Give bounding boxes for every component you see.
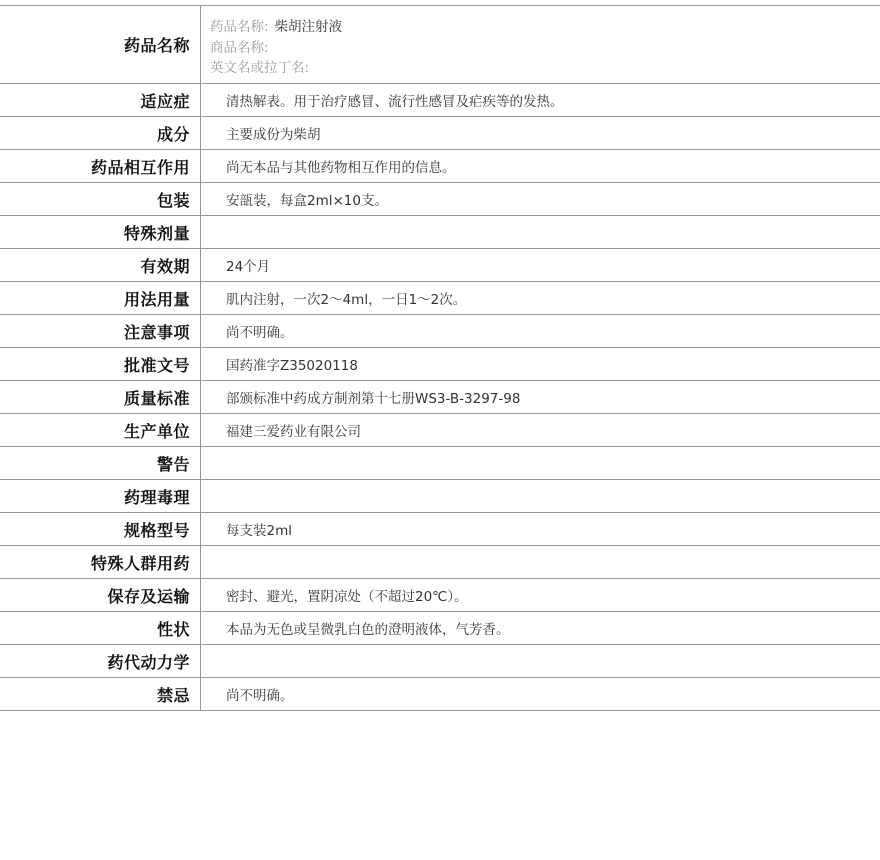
row-label: 禁忌 bbox=[0, 678, 201, 710]
row-label: 规格型号 bbox=[0, 513, 201, 545]
table-row bbox=[0, 678, 880, 711]
row-label: 包装 bbox=[0, 183, 201, 215]
row-value bbox=[201, 645, 880, 677]
table-row bbox=[0, 84, 880, 117]
row-value: 密封、避光，置阴凉处（不超过20℃）。 bbox=[226, 589, 468, 605]
row-value: 国药准字Z35020118 bbox=[226, 358, 358, 374]
row-value: 清热解表。用于治疗感冒、流行性感冒及疟疾等的发热。 bbox=[226, 94, 564, 110]
row-label: 用法用量 bbox=[0, 282, 201, 314]
row-label: 有效期 bbox=[0, 249, 201, 281]
table-row bbox=[0, 282, 880, 315]
generic-name-line bbox=[210, 17, 880, 38]
row-label: 质量标准 bbox=[0, 381, 201, 413]
row-label: 适应症 bbox=[0, 84, 201, 116]
row-label: 警告 bbox=[0, 447, 201, 479]
row-value: 24个月 bbox=[226, 259, 271, 275]
table-row bbox=[0, 348, 880, 381]
row-value bbox=[201, 480, 880, 512]
row-label: 保存及运输 bbox=[0, 579, 201, 611]
row-value: 尚不明确。 bbox=[226, 325, 294, 341]
row-label: 成分 bbox=[0, 117, 201, 149]
table-row bbox=[0, 579, 880, 612]
row-value bbox=[201, 216, 880, 248]
row-value: 尚无本品与其他药物相互作用的信息。 bbox=[226, 160, 456, 176]
row-value: 本品为无色或呈微乳白色的澄明液体，气芳香。 bbox=[226, 622, 510, 638]
row-label: 性状 bbox=[0, 612, 201, 644]
table-row bbox=[0, 480, 880, 513]
trade-name-key: 商品名称: bbox=[210, 39, 269, 56]
table-row bbox=[0, 183, 880, 216]
row-value: 福建三爱药业有限公司 bbox=[226, 424, 361, 440]
trade-name-line bbox=[210, 38, 880, 59]
english-name-key: 英文名或拉丁名: bbox=[210, 60, 310, 76]
row-value: 主要成份为柴胡 bbox=[226, 127, 321, 143]
row-value: 肌内注射，一次2～4ml，一日1～2次。 bbox=[226, 292, 467, 308]
table-row bbox=[0, 513, 880, 546]
drug-info-table bbox=[0, 5, 880, 711]
row-value bbox=[201, 447, 880, 479]
row-label: 药品名称 bbox=[0, 6, 201, 83]
row-value: 每支装2ml bbox=[226, 523, 292, 539]
row-label: 药代动力学 bbox=[0, 645, 201, 677]
row-label: 注意事项 bbox=[0, 315, 201, 347]
generic-name-value: 柴胡注射液 bbox=[274, 19, 343, 35]
table-row bbox=[0, 117, 880, 150]
table-row bbox=[0, 216, 880, 249]
drug-names-cell bbox=[201, 6, 880, 83]
table-row bbox=[0, 315, 880, 348]
table-row bbox=[0, 381, 880, 414]
row-label: 特殊人群用药 bbox=[0, 546, 201, 578]
table-row bbox=[0, 150, 880, 183]
row-value bbox=[201, 546, 880, 578]
table-row bbox=[0, 645, 880, 678]
drug-name-row bbox=[0, 6, 880, 84]
row-label: 批准文号 bbox=[0, 348, 201, 380]
row-label: 药理毒理 bbox=[0, 480, 201, 512]
row-value: 部颁标准中药成方制剂第十七册WS3-B-3297-98 bbox=[226, 391, 521, 407]
generic-name-key: 药品名称: bbox=[210, 19, 269, 35]
row-label: 特殊剂量 bbox=[0, 216, 201, 248]
row-label: 生产单位 bbox=[0, 414, 201, 446]
row-label: 药品相互作用 bbox=[0, 150, 201, 182]
table-row bbox=[0, 447, 880, 480]
table-row bbox=[0, 414, 880, 447]
row-value: 尚不明确。 bbox=[226, 688, 294, 704]
table-row bbox=[0, 612, 880, 645]
table-row bbox=[0, 546, 880, 579]
english-name-line bbox=[210, 58, 880, 79]
row-value: 安瓿装，每盒2ml×10支。 bbox=[226, 193, 388, 209]
table-row bbox=[0, 249, 880, 282]
